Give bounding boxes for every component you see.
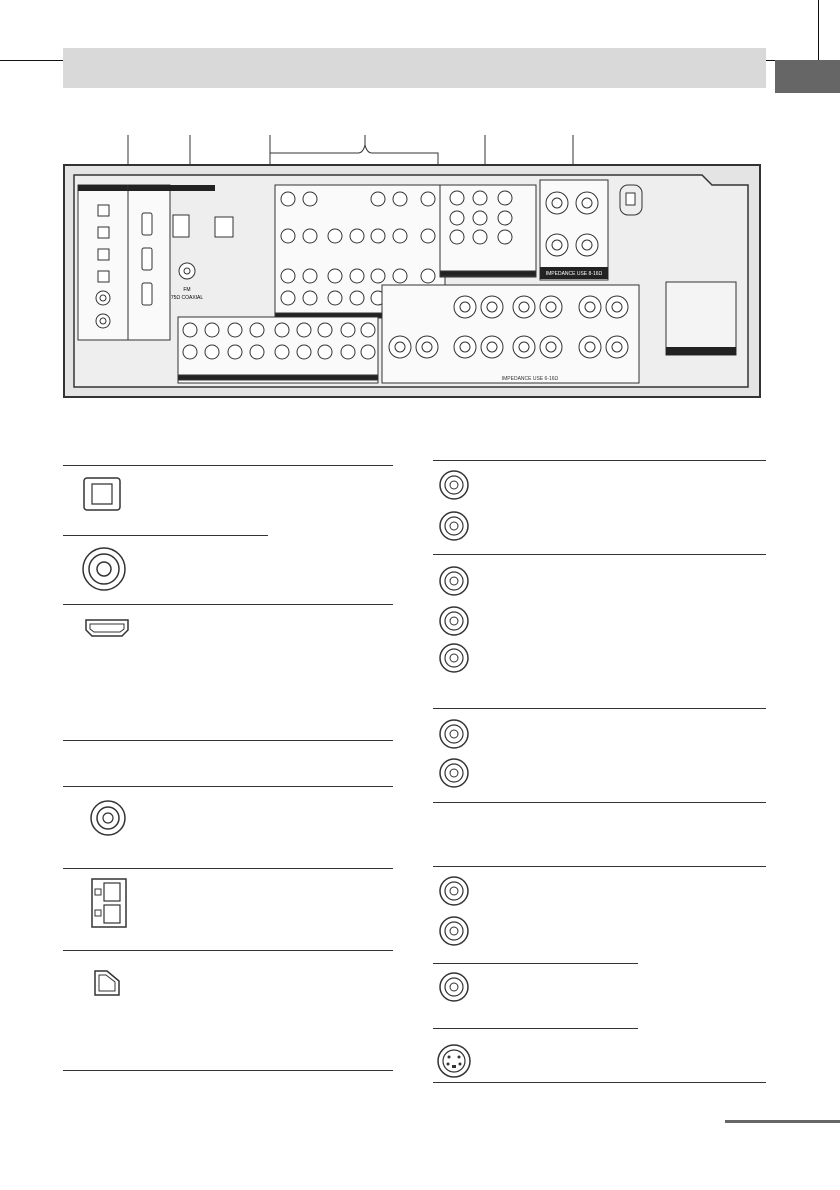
rear-panel-diagram bbox=[60, 135, 770, 405]
hdmi-block bbox=[128, 185, 170, 340]
left-table-rule-5 bbox=[63, 868, 393, 869]
s-video-jack-icon bbox=[435, 1042, 473, 1085]
left-table-top-rule bbox=[63, 465, 393, 466]
continued-rule bbox=[725, 1120, 840, 1123]
rca-jack-icon bbox=[437, 468, 471, 507]
left-table-rule-2 bbox=[63, 604, 393, 605]
right-table-rule-3 bbox=[433, 802, 766, 803]
rating-label-plate bbox=[666, 282, 736, 355]
coaxial-label: 75Ω COAXIAL bbox=[170, 295, 204, 301]
dmport-icon bbox=[92, 968, 122, 1003]
hdmi-jack-icon bbox=[84, 618, 130, 643]
front-speaker-block bbox=[540, 180, 608, 280]
impedance-label-surround: IMPEDANCE USE 6-16Ω bbox=[501, 376, 559, 382]
right-table-bottom-rule bbox=[433, 1082, 766, 1083]
left-table-rule-3 bbox=[63, 740, 393, 741]
right-table-rule-6 bbox=[433, 1028, 638, 1029]
speaker-terminal-block bbox=[382, 285, 639, 383]
fm-label: FM bbox=[183, 287, 191, 293]
component-block bbox=[440, 185, 536, 277]
right-table-rule-5 bbox=[433, 963, 638, 964]
rca-jack-icon bbox=[437, 564, 471, 603]
rca-jack-icon bbox=[437, 756, 471, 795]
am-antenna-terminal-icon bbox=[90, 877, 128, 934]
side-tab bbox=[775, 60, 840, 93]
left-table-rule-6 bbox=[63, 950, 393, 951]
right-table-rule-2 bbox=[433, 708, 766, 709]
rca-jack-icon bbox=[437, 604, 471, 643]
coaxial-jack-icon bbox=[80, 545, 128, 598]
bottom-jack-row bbox=[178, 317, 378, 383]
left-table-rule-4 bbox=[63, 786, 393, 787]
top-corner-rule bbox=[818, 0, 819, 60]
optical-block bbox=[78, 185, 128, 340]
rca-jack-icon bbox=[437, 970, 471, 1009]
impedance-label-front: IMPEDANCE USE 8-16Ω bbox=[545, 271, 603, 277]
right-table-top-rule bbox=[433, 460, 766, 461]
optical-jack-icon bbox=[82, 476, 122, 517]
left-table-rule-1 bbox=[63, 535, 268, 536]
rca-jack-icon bbox=[437, 874, 471, 913]
rca-jack-icon bbox=[437, 509, 471, 548]
rca-jack-icon bbox=[437, 914, 471, 953]
rca-jack-icon bbox=[437, 717, 471, 756]
right-table-rule-4 bbox=[433, 866, 766, 867]
rca-jack-icon bbox=[437, 641, 471, 680]
section-title-bar bbox=[63, 48, 766, 88]
antenna-jack-icon bbox=[88, 798, 128, 843]
left-table-bottom-rule bbox=[63, 1070, 393, 1071]
right-table-rule-1 bbox=[433, 554, 766, 555]
